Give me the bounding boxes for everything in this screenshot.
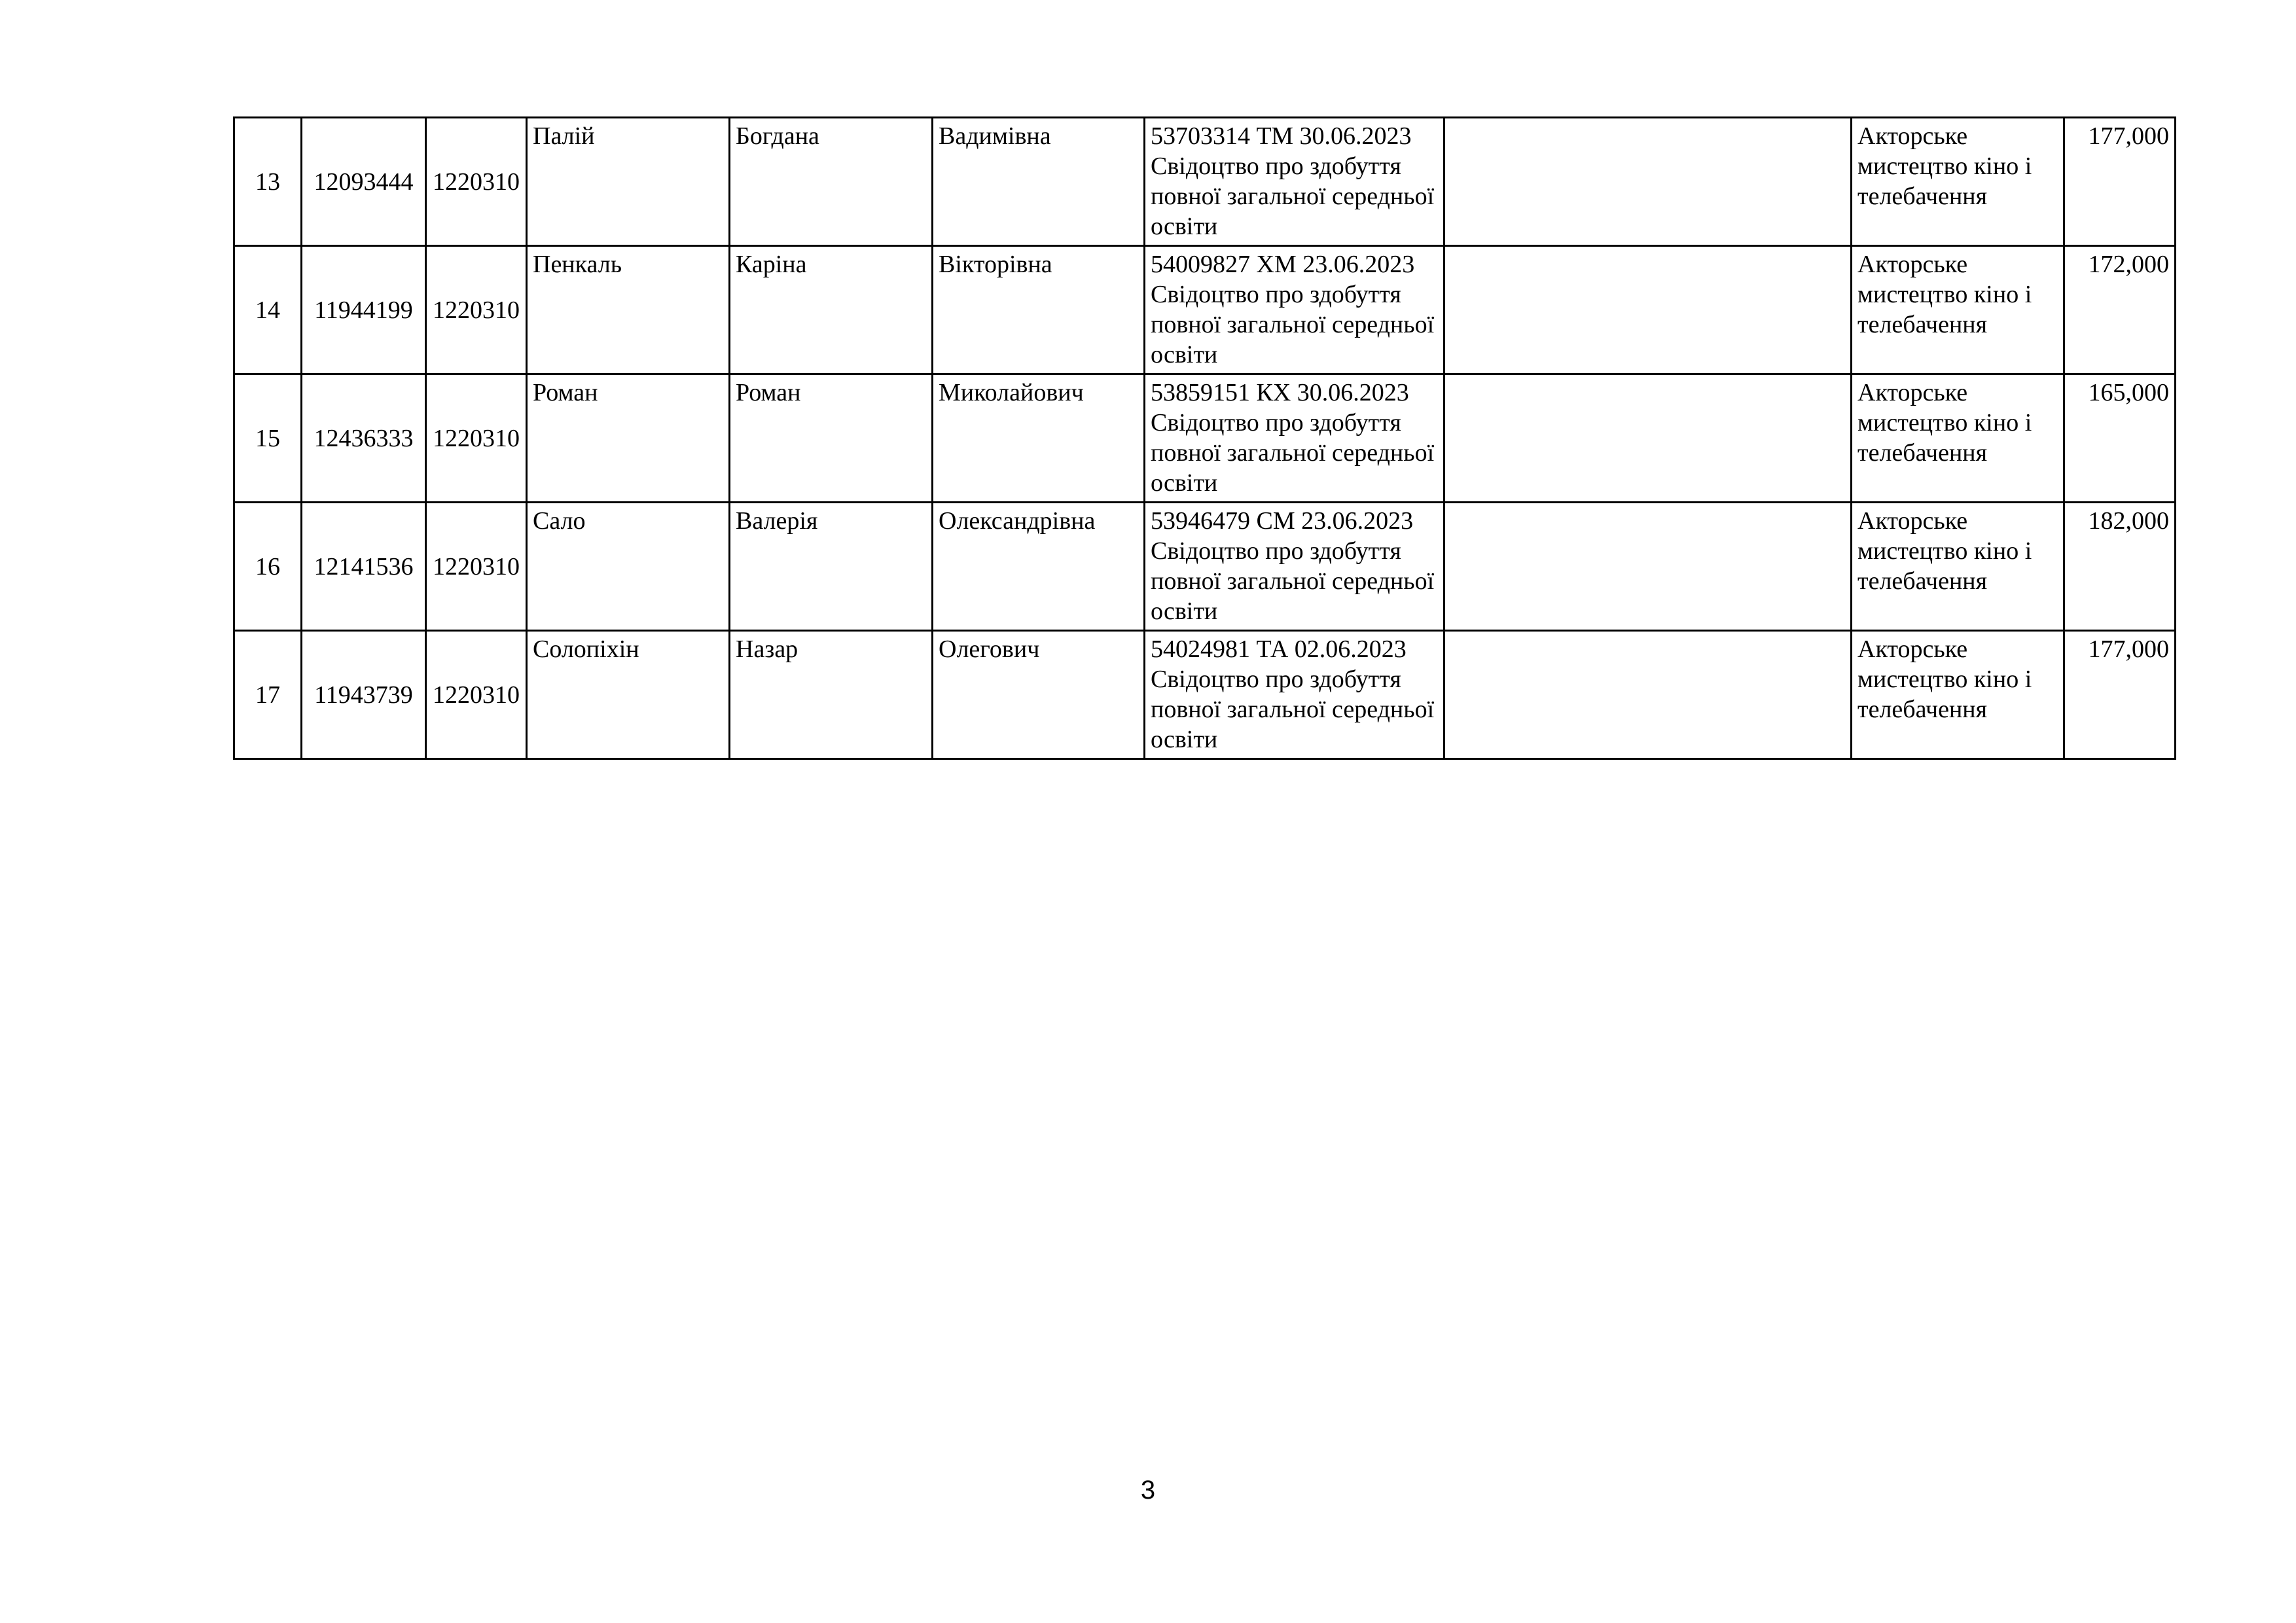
surname: Палій <box>527 118 730 246</box>
document-number-date: 53859151 КХ 30.06.2023 <box>1151 379 1409 406</box>
table-row <box>234 631 2176 759</box>
document-number-date: 54009827 ХМ 23.06.2023 <box>1151 251 1415 278</box>
surname: Пенкаль <box>527 246 730 374</box>
first-name: Валерія <box>730 503 933 631</box>
document-number-date: 54024981 ТА 02.06.2023 <box>1151 635 1407 663</box>
education-document <box>1145 246 1444 374</box>
applicants-table <box>233 116 2176 760</box>
applicant-id: 12141536 <box>302 503 426 631</box>
table-body <box>234 118 2176 759</box>
first-name: Богдана <box>730 118 933 246</box>
competitive-score: 177,000 <box>2064 118 2176 246</box>
note-cell <box>1444 631 1852 759</box>
first-name: Назар <box>730 631 933 759</box>
document-number-date: 53703314 ТМ 30.06.2023 <box>1151 122 1412 150</box>
applicant-id: 11943739 <box>302 631 426 759</box>
document-number-date: 53946479 СМ 23.06.2023 <box>1151 507 1414 535</box>
program-code: 1220310 <box>426 631 527 759</box>
education-document <box>1145 374 1444 503</box>
document-type: Свідоцтво про здобуття повної загальної середньої освіти <box>1151 281 1435 368</box>
applicant-id: 12093444 <box>302 118 426 246</box>
competitive-score: 172,000 <box>2064 246 2176 374</box>
document-type: Свідоцтво про здобуття повної загальної середньої освіти <box>1151 152 1435 240</box>
education-document <box>1145 631 1444 759</box>
document-type: Свідоцтво про здобуття повної загальної середньої освіти <box>1151 409 1435 497</box>
table-row <box>234 246 2176 374</box>
table-row <box>234 374 2176 503</box>
patronymic: Вікторівна <box>933 246 1145 374</box>
row-number: 17 <box>234 631 302 759</box>
patronymic: Миколайович <box>933 374 1145 503</box>
specialty: Акторське мистецтво кіно і телебачення <box>1852 503 2064 631</box>
row-number: 16 <box>234 503 302 631</box>
surname: Сало <box>527 503 730 631</box>
row-number: 13 <box>234 118 302 246</box>
row-number: 14 <box>234 246 302 374</box>
surname: Солопіхін <box>527 631 730 759</box>
program-code: 1220310 <box>426 374 527 503</box>
applicant-id: 12436333 <box>302 374 426 503</box>
specialty: Акторське мистецтво кіно і телебачення <box>1852 631 2064 759</box>
patronymic: Вадимівна <box>933 118 1145 246</box>
note-cell <box>1444 246 1852 374</box>
education-document <box>1145 118 1444 246</box>
row-number: 15 <box>234 374 302 503</box>
program-code: 1220310 <box>426 246 527 374</box>
table-row <box>234 503 2176 631</box>
surname: Роман <box>527 374 730 503</box>
specialty: Акторське мистецтво кіно і телебачення <box>1852 374 2064 503</box>
specialty: Акторське мистецтво кіно і телебачення <box>1852 118 2064 246</box>
education-document <box>1145 503 1444 631</box>
competitive-score: 177,000 <box>2064 631 2176 759</box>
first-name: Каріна <box>730 246 933 374</box>
program-code: 1220310 <box>426 118 527 246</box>
note-cell <box>1444 118 1852 246</box>
specialty: Акторське мистецтво кіно і телебачення <box>1852 246 2064 374</box>
note-cell <box>1444 374 1852 503</box>
table-row <box>234 118 2176 246</box>
note-cell <box>1444 503 1852 631</box>
first-name: Роман <box>730 374 933 503</box>
competitive-score: 165,000 <box>2064 374 2176 503</box>
document-type: Свідоцтво про здобуття повної загальної середньої освіти <box>1151 537 1435 625</box>
program-code: 1220310 <box>426 503 527 631</box>
competitive-score: 182,000 <box>2064 503 2176 631</box>
document-type: Свідоцтво про здобуття повної загальної середньої освіти <box>1151 666 1435 753</box>
page-number: 3 <box>1140 1476 1156 1505</box>
applicant-id: 11944199 <box>302 246 426 374</box>
patronymic: Олегович <box>933 631 1145 759</box>
patronymic: Олександрівна <box>933 503 1145 631</box>
